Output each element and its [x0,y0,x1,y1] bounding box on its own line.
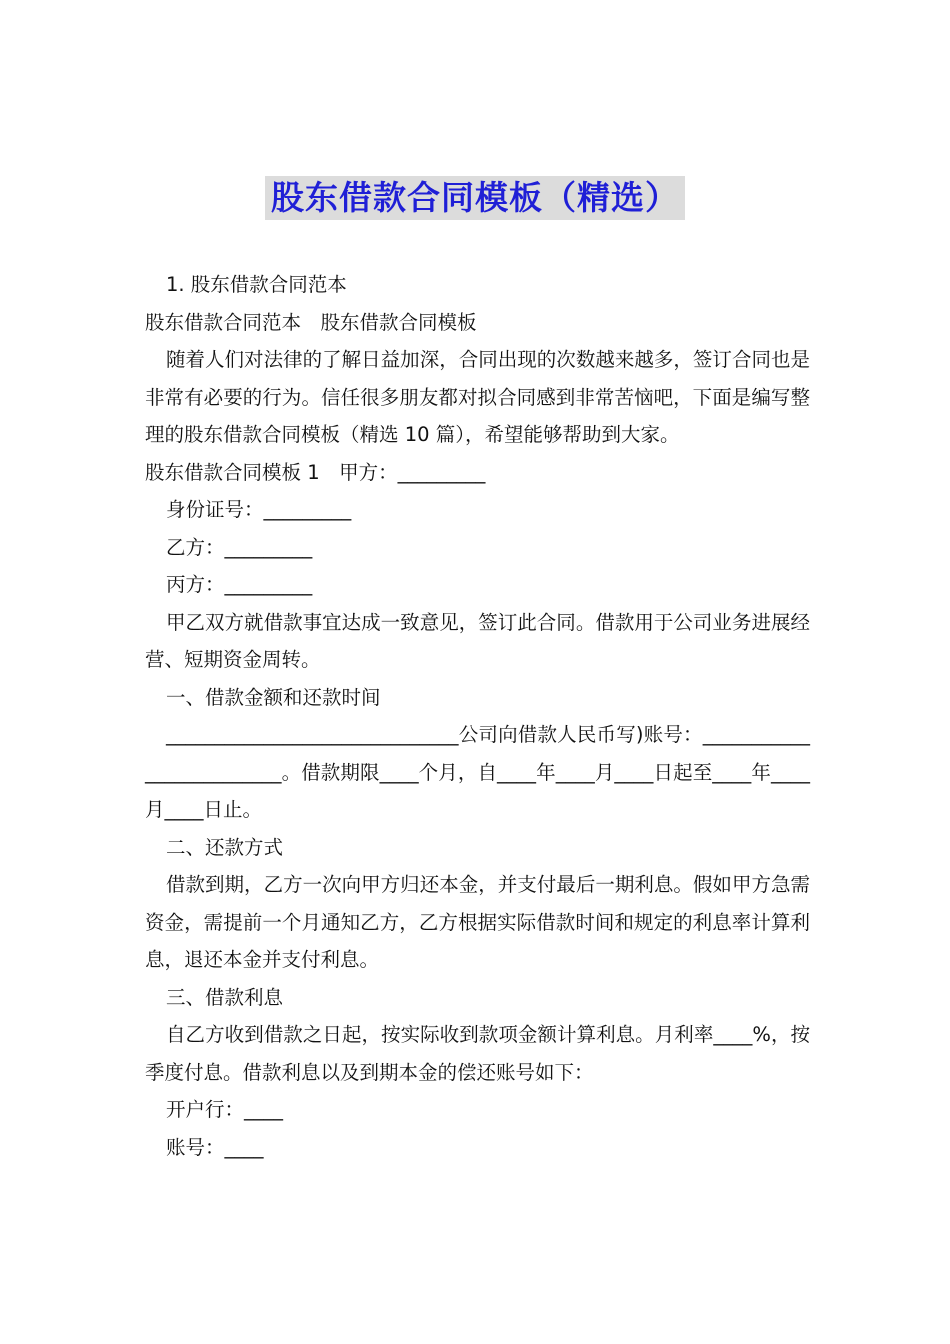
paragraph-repayment: 借款到期，乙方一次向甲方归还本金，并支付最后一期利息。假如甲方急需资金，需提前一个月通知乙方，乙方根据实际借款时间和规定的利息率计算利息，退还本金并支付利息。 [145,873,810,971]
account-line: 账号：____ [166,1135,264,1159]
section-heading-interest: 三、借款利息 [166,985,284,1009]
document-title: 股东借款合同模板（精选） [265,176,685,220]
paragraph-amount: ______________________________公司向借款人民币写)账号：_________________________。借款期限____个月，自____年____月____日起至____年____月____日止。 [145,723,810,821]
id-number-line: 身份证号：_________ [166,498,352,521]
paragraph-agreement: 甲乙双方就借款事宜达成一致意见，签订此合同。借款用于公司业务进展经营、短期资金周转。 [145,610,810,671]
bank-line: 开户行：____ [166,1098,284,1121]
paragraph-subtitle: 股东借款合同范本 股东借款合同模板 [145,310,477,334]
party-b-line: 乙方：_________ [166,535,313,559]
party-c-line: 丙方：_________ [166,573,313,596]
section-heading-amount: 一、借款金额和还款时间 [166,685,381,709]
document-body [145,266,810,1166]
paragraph-intro: 随着人们对法律的了解日益加深，合同出现的次数越来越多，签订合同也是非常有必要的行为。信任很多朋友都对拟合同感到非常苦恼吧，下面是编写整理的股东借款合同模板（精选 10 篇），希望能够帮助到大家。 [145,348,810,446]
title-container [0,176,950,220]
section-heading-repayment: 二、还款方式 [166,835,284,859]
party-a-line: 股东借款合同模板 1 甲方：_________ [145,460,486,484]
paragraph-interest: 自乙方收到借款之日起，按实际收到款项金额计算利息。月利率____%，按季度付息。借款利息以及到期本金的偿还账号如下： [145,1023,810,1084]
section-heading-1: 1. 股东借款合同范本 [166,273,347,296]
